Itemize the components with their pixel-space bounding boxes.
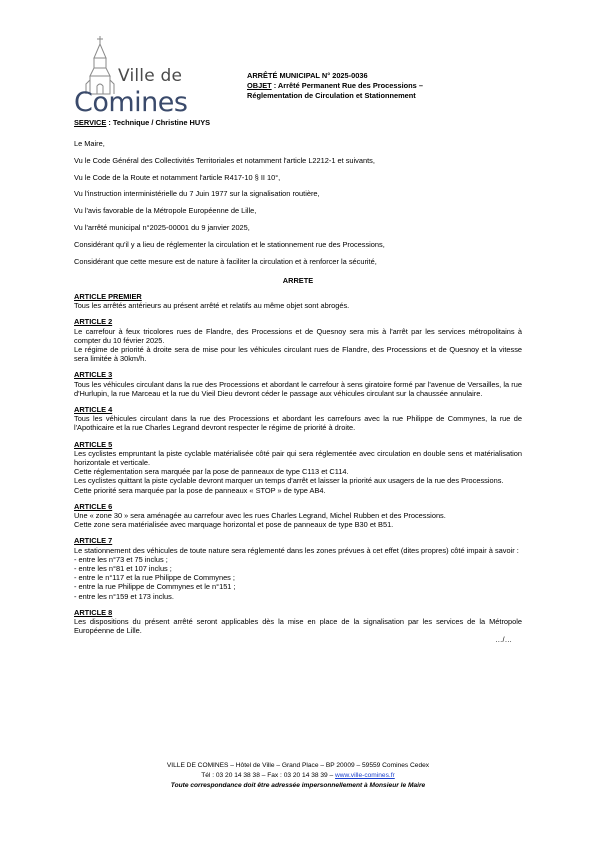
website-link[interactable]: www.ville-comines.fr (335, 771, 395, 779)
service-text: : Technique / Christine HUYS (106, 118, 211, 127)
vu-line: Vu l'avis favorable de la Métropole Européenne de Lille, (74, 206, 257, 216)
article-text: Les cyclistes quittant la piste cyclable devront marquer un temps d'arrêt et laisser la priorité aux usagers de la rue des Processions. (74, 476, 504, 486)
article-text: Le carrefour à feux tricolores rues de Flandre, des Processions et de Quesnoy sera mis à l'arrêt par les services métropolitains à compter du 10 février 2025. (74, 326, 522, 345)
objet-label: OBJET (247, 81, 272, 90)
page-footer (74, 761, 522, 790)
vu-line: Vu l'instruction interministérielle du 7 Juin 1977 sur la signalisation routière, (74, 189, 320, 199)
article-text: Les dispositions du présent arrêté seront applicables dès la mise en place de la signalisation par les services de la Métropole Européenne de Lille. (74, 617, 522, 636)
article-title: ARTICLE 3 (74, 370, 113, 380)
footer-contact (74, 771, 522, 781)
list-item: - entre les n°81 et 107 inclus ; (74, 564, 172, 574)
footer-address: VILLE DE COMINES – Hôtel de Ville – Grand Place – BP 20009 – 59559 Comines Cedex (166, 762, 430, 769)
considerant-line: Considérant que cette mesure est de nature à faciliter la circulation et à renforcer la sécurité, (74, 256, 377, 266)
article-text: Une « zone 30 » sera aménagée au carrefour avec les rues Charles Legrand, Michel Rubben et des Processions. (74, 511, 446, 521)
article-title: ARTICLE 8 (74, 607, 113, 617)
arrete-title: ARRÊTÉ MUNICIPAL N° 2025-0036 (247, 71, 368, 80)
article-title: ARTICLE 5 (74, 439, 113, 449)
footer-notice: Toute correspondance doit être adressée impersonnellement à Monsieur le Maire (170, 781, 426, 789)
article-text: Cette priorité sera marquée par la pose de panneaux « STOP » de type AB4. (74, 485, 326, 495)
article-title: ARTICLE PREMIER (74, 291, 142, 301)
logo-text-ville-de: Ville de (118, 66, 183, 86)
article-text: Le stationnement des véhicules de toute nature sera réglementé dans les zones prévues à cet effet (dites propres) côté impair à savoir : (74, 545, 519, 555)
article-text: Les cyclistes empruntant la piste cyclable matérialisée côté pair qui sera réglementée avec circulation en double sens et matérialisation horizontale et verticale. (74, 448, 522, 468)
objet-text: : Arrêté Permanent Rue des Processions – (271, 81, 423, 90)
considerant-line: Considérant qu'il y a lieu de réglementer la circulation et le stationnement rue des Processions, (74, 239, 385, 249)
vu-line: Vu l'arrêté municipal n°2025-00001 du 9 janvier 2025, (74, 222, 250, 232)
article-text: Cette zone sera matérialisée avec marquage horizontal et pose de panneaux de type B30 et B51. (74, 520, 394, 530)
maire-line: Le Maire, (74, 139, 105, 148)
list-item: - entre le n°117 et la rue Philippe de Commynes ; (74, 573, 235, 583)
list-item: - entre la rue Philippe de Commynes et le n°151 ; (74, 582, 236, 592)
article-text: Cette réglementation sera marquée par la pose de panneaux de type C113 et C114. (74, 467, 349, 477)
list-item: - entre les n°73 et 75 inclus ; (74, 554, 168, 564)
vu-line: Vu le Code de la Route et notamment l'article R417-10 § II 10°, (74, 172, 281, 182)
list-item: - entre les n°159 et 173 inclus. (74, 591, 174, 601)
article-text: Tous les véhicules circulant dans la rue des Processions et abordant les carrefours avec la rue Philippe de Commynes, la rue de l'Apothicaire et la rue Charles Legrand devront respecter le régime de priorité à droite. (74, 414, 522, 433)
article-title: ARTICLE 2 (74, 317, 113, 327)
arrete-header (247, 71, 547, 101)
logo-text-comines: Comines (74, 87, 188, 118)
arrete-heading: ARRETE (282, 275, 314, 285)
article-text: Tous les arrêtés antérieurs au présent arrêté et relatifs au même objet sont abrogés. (74, 301, 350, 311)
arrete-body (74, 139, 522, 645)
service-line (74, 118, 210, 127)
ville-de-comines-logo (74, 36, 188, 118)
article-title: ARTICLE 4 (74, 405, 113, 415)
objet-line-2: Réglementation de Circulation et Stationnement (247, 91, 416, 100)
footer-phone-fax: Tél : 03 20 14 38 38 – Fax : 03 20 14 38 39 – (201, 771, 336, 779)
vu-line: Vu le Code Général des Collectivités Territoriales et notamment l'article L2212-1 et suivants, (74, 155, 375, 165)
article-text: Tous les véhicules circulant dans la rue des Processions et abordant le carrefour à sens giratoire formé par l'avenue de Versailles, la rue d'Hurlupin, la rue Marceau et la rue du Vieil Dieu devront céder le passage aux véhicules circulant sur la chaussée annulaire. (74, 379, 522, 398)
article-title: ARTICLE 7 (74, 536, 113, 546)
article-title: ARTICLE 6 (74, 501, 113, 511)
article-text: Le régime de priorité à droite sera de mise pour les véhicules circulant rues de Flandre, des Processions et de Quesnoy et la vitesse sera limitée à 30km/h. (74, 345, 522, 364)
continuation-mark: …/… (495, 635, 512, 645)
service-label: SERVICE (74, 118, 107, 127)
